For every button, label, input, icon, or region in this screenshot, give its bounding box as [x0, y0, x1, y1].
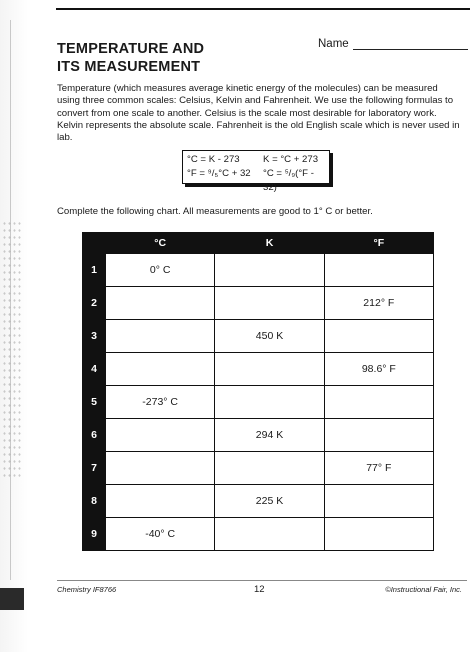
cell-celsius[interactable]: -40° C	[106, 518, 215, 551]
cell-celsius[interactable]	[106, 287, 215, 320]
cell-fahrenheit[interactable]: 77° F	[324, 452, 433, 485]
header-fahrenheit: °F	[324, 233, 433, 254]
page-number: 12	[254, 584, 265, 595]
title-line-2: ITS MEASUREMENT	[57, 59, 201, 75]
cell-fahrenheit[interactable]	[324, 320, 433, 353]
cell-celsius[interactable]	[106, 320, 215, 353]
cell-kelvin[interactable]: 450 K	[215, 320, 324, 353]
cell-fahrenheit[interactable]	[324, 386, 433, 419]
footer-copyright: ©Instructional Fair, Inc.	[385, 585, 462, 594]
temperature-chart	[82, 232, 434, 551]
row-number: 8	[83, 485, 106, 518]
cell-fahrenheit[interactable]	[324, 518, 433, 551]
header-kelvin: K	[215, 233, 324, 254]
cell-fahrenheit[interactable]	[324, 254, 433, 287]
cell-kelvin[interactable]: 294 K	[215, 419, 324, 452]
cell-kelvin[interactable]	[215, 518, 324, 551]
cell-kelvin[interactable]	[215, 254, 324, 287]
table-row	[83, 452, 434, 485]
name-field[interactable]	[318, 38, 468, 50]
cell-celsius[interactable]	[106, 452, 215, 485]
top-rule	[56, 8, 470, 10]
formula-c-from-k: °C = K - 273	[187, 154, 240, 165]
cell-celsius[interactable]	[106, 353, 215, 386]
table-row	[83, 419, 434, 452]
table-row	[83, 353, 434, 386]
cell-fahrenheit[interactable]: 212° F	[324, 287, 433, 320]
scan-corner-mark	[0, 588, 24, 610]
cell-kelvin[interactable]	[215, 386, 324, 419]
formula-row	[187, 153, 325, 167]
cell-celsius[interactable]: -273° C	[106, 386, 215, 419]
row-number: 6	[83, 419, 106, 452]
row-number: 9	[83, 518, 106, 551]
scan-noise	[2, 220, 22, 480]
cell-fahrenheit[interactable]: 98.6° F	[324, 353, 433, 386]
row-number: 5	[83, 386, 106, 419]
cell-kelvin[interactable]	[215, 287, 324, 320]
cell-kelvin[interactable]: 225 K	[215, 485, 324, 518]
table-row	[83, 386, 434, 419]
formula-f-from-c: °F = ⁹/₅°C + 32	[187, 168, 251, 179]
instruction-text: Complete the following chart. All measurements are good to 1° C or better.	[57, 206, 373, 217]
header-celsius: °C	[106, 233, 215, 254]
table-row	[83, 485, 434, 518]
footer-publication-code: Chemistry IF8766	[57, 585, 117, 594]
row-number: 4	[83, 353, 106, 386]
name-label: Name	[318, 38, 349, 50]
table-row	[83, 254, 434, 287]
page-title	[57, 40, 297, 76]
formula-c-from-f: °C = ⁵/₉(°F - 32)	[263, 168, 314, 193]
table-row	[83, 320, 434, 353]
corner-cell	[83, 233, 106, 254]
table-row	[83, 518, 434, 551]
scan-edge	[0, 0, 28, 652]
formula-row	[187, 167, 325, 195]
cell-fahrenheit[interactable]	[324, 485, 433, 518]
header-row	[83, 233, 434, 254]
cell-celsius[interactable]	[106, 485, 215, 518]
row-number: 7	[83, 452, 106, 485]
cell-celsius[interactable]	[106, 419, 215, 452]
table-row	[83, 287, 434, 320]
cell-fahrenheit[interactable]	[324, 419, 433, 452]
cell-kelvin[interactable]	[215, 452, 324, 485]
formula-box	[182, 150, 330, 193]
title-line-1: TEMPERATURE AND	[57, 41, 205, 57]
name-line[interactable]	[353, 38, 468, 50]
cell-kelvin[interactable]	[215, 353, 324, 386]
row-number: 2	[83, 287, 106, 320]
row-number: 3	[83, 320, 106, 353]
formula-k-from-c: K = °C + 273	[263, 154, 319, 165]
footer-rule	[57, 580, 467, 581]
row-number: 1	[83, 254, 106, 287]
intro-paragraph: Temperature (which measures average kinetic energy of the molecules) can be measured using three common scales: Celsius, Kelvin and Fahrenheit. We use the following formulas to convert from one scale to another. Celsius is the scale most desirable for laboratory work. Kelvin represents the absolute scale. Fahrenheit is the old English scale which is never used in lab.	[57, 83, 460, 144]
cell-celsius[interactable]: 0° C	[106, 254, 215, 287]
